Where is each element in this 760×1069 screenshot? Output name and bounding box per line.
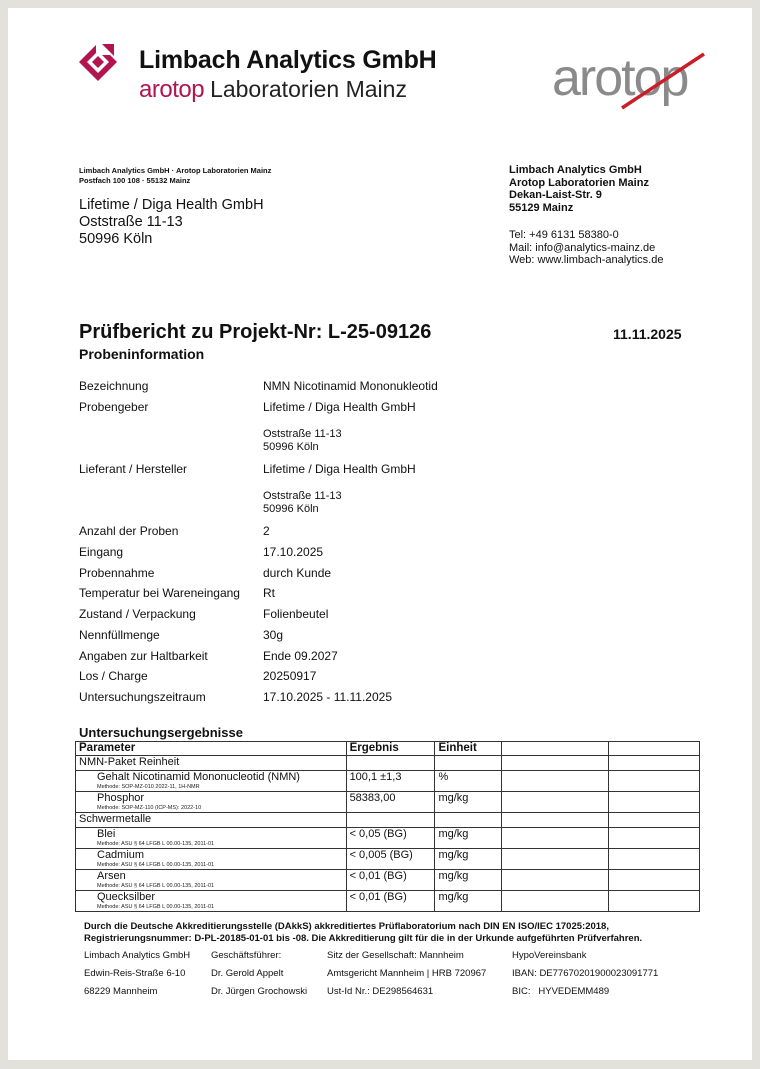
table-group-row <box>76 756 700 771</box>
parameter-method: Methode: ASU § 64 LFGB L 00.00-135, 2011-01 <box>97 862 215 868</box>
table-row <box>76 792 700 813</box>
info-label: Temperatur bei Wareneingang <box>79 586 240 600</box>
empty-cell <box>502 792 609 813</box>
info-address <box>263 428 342 454</box>
recipient-address <box>79 197 264 248</box>
lab-name-1: Limbach Analytics GmbH <box>509 164 642 176</box>
parameter-name: Gehalt Nicotinamid Mononucleotid (NMN) <box>97 771 300 783</box>
sender-line-1: Limbach Analytics GmbH · Arotop Laboratorien Mainz <box>79 166 272 175</box>
accreditation-note <box>84 921 642 944</box>
info-address <box>263 490 342 516</box>
info-label: Angaben zur Haltbarkeit <box>79 649 208 663</box>
report-title: Prüfbericht zu Projekt-Nr: L-25-09126 <box>79 321 432 343</box>
result-value: < 0,05 (BG) <box>346 828 435 849</box>
result-unit: % <box>435 771 502 792</box>
parameter-method: Methode: ASU § 64 LFGB L 00.00-135, 2011-01 <box>97 841 215 847</box>
lab-tel: Tel: +49 6131 58380-0 <box>509 229 619 241</box>
table-row <box>76 870 700 891</box>
sender-line-2: Postfach 100 108 · 55132 Mainz <box>79 176 191 185</box>
footer-bank: HypoVereinsbank <box>512 950 587 961</box>
empty-cell <box>435 813 502 828</box>
lab-name-2: Arotop Laboratorien Mainz <box>509 176 649 189</box>
empty-cell <box>609 870 700 891</box>
report-page <box>8 8 752 1060</box>
info-label: Untersuchungszeitraum <box>79 690 206 704</box>
empty-cell <box>502 849 609 870</box>
footer-bic: BIC: HYVEDEMM489 <box>512 986 610 997</box>
limbach-logo-icon <box>78 42 118 82</box>
parameter-cell <box>76 771 347 792</box>
empty-cell <box>502 813 609 828</box>
info-value: durch Kunde <box>263 566 332 580</box>
empty-cell <box>609 771 700 792</box>
subtitle-text: Laboratorien Mainz <box>210 76 407 102</box>
empty-cell <box>502 891 609 912</box>
empty-cell <box>609 849 700 870</box>
result-value: < 0,01 (BG) <box>346 891 435 912</box>
lab-street: Dekan-Laist-Str. 9 <box>509 189 602 201</box>
parameter-cell <box>76 828 347 849</box>
info-value: 2 <box>263 524 270 538</box>
parameter-name: Blei <box>97 828 116 840</box>
sender-line <box>79 166 271 186</box>
column-header-einheit: Einheit <box>435 742 502 756</box>
parameter-method: Methode: ASU § 64 LFGB L 00.00-135, 2011-01 <box>97 904 215 910</box>
footer-company-city: 68229 Mannheim <box>84 986 158 997</box>
footer-iban: IBAN: DE77670201900023091771 <box>512 968 659 979</box>
footer-company-street: Edwin-Reis-Straße 6-10 <box>84 968 186 979</box>
empty-cell <box>609 891 700 912</box>
report-date: 11.11.2025 <box>613 326 682 342</box>
recipient-name: Lifetime / Diga Health GmbH <box>79 197 264 213</box>
empty-cell <box>609 756 700 771</box>
result-value: < 0,01 (BG) <box>346 870 435 891</box>
empty-cell <box>502 771 609 792</box>
empty-cell <box>609 813 700 828</box>
column-header-ergebnis: Ergebnis <box>346 742 435 756</box>
footer-manager-1: Dr. Gerold Appelt <box>211 968 284 979</box>
footer-court: Amtsgericht Mannheim | HRB 720967 <box>327 968 487 979</box>
parameter-method: Methode: SOP-MZ-010 2022-11, 1H-NMR <box>97 784 200 790</box>
result-unit: mg/kg <box>435 828 502 849</box>
lab-contact <box>509 229 663 267</box>
parameter-name: Phosphor <box>97 792 145 804</box>
company-name: Limbach Analytics GmbH <box>139 46 437 74</box>
info-value: Lifetime / Diga Health GmbH <box>263 462 416 476</box>
arotop-slash-icon <box>618 52 708 110</box>
info-value: NMN Nicotinamid Mononukleotid <box>263 379 438 393</box>
result-unit: mg/kg <box>435 849 502 870</box>
table-row <box>76 828 700 849</box>
info-label: Probennahme <box>79 566 155 580</box>
footer-management-label: Geschäftsführer: <box>211 950 282 961</box>
footer-company-name: Limbach Analytics GmbH <box>84 950 191 961</box>
info-value: Folienbeutel <box>263 607 329 621</box>
parameter-method: Methode: SOP-MZ-110 (ICP-MS): 2022-10 <box>97 805 202 811</box>
info-value: Ende 09.2027 <box>263 649 338 663</box>
lab-address <box>509 164 649 214</box>
empty-cell <box>346 756 435 771</box>
group-label: NMN-Paket Reinheit <box>76 756 347 771</box>
info-address-city: 50996 Köln <box>263 503 319 515</box>
arotop-wordmark-large: arotop <box>552 49 688 107</box>
recipient-city: 50996 Köln <box>79 231 153 247</box>
parameter-name: Quecksilber <box>97 891 156 903</box>
info-label: Los / Charge <box>79 669 148 683</box>
table-row <box>76 891 700 912</box>
recipient-street: Oststraße 11-13 <box>79 214 183 230</box>
parameter-cell <box>76 870 347 891</box>
table-group-row <box>76 813 700 828</box>
parameter-name: Arsen <box>97 870 126 882</box>
parameter-cell <box>76 792 347 813</box>
info-label: Eingang <box>79 545 124 559</box>
info-value: Lifetime / Diga Health GmbH <box>263 400 416 414</box>
info-address-street: Oststraße 11-13 <box>263 428 342 440</box>
table-row <box>76 771 700 792</box>
info-value: 20250917 <box>263 669 317 683</box>
info-value: 17.10.2025 <box>263 545 324 559</box>
arotop-wordmark-small: arotop <box>139 76 205 103</box>
lab-web: Web: www.limbach-analytics.de <box>509 254 664 266</box>
info-value: 30g <box>263 628 284 642</box>
lab-mail: Mail: info@analytics-mainz.de <box>509 241 656 254</box>
parameter-method: Methode: ASU § 64 LFGB L 00.00-135, 2011-01 <box>97 883 215 889</box>
info-label: Lieferant / Hersteller <box>79 462 188 476</box>
empty-cell <box>435 756 502 771</box>
info-label: Zustand / Verpackung <box>79 607 196 621</box>
empty-header-cell <box>609 742 700 756</box>
info-label: Nennfüllmenge <box>79 628 160 642</box>
table-row <box>76 849 700 870</box>
lab-city: 55129 Mainz <box>509 201 574 214</box>
footer-manager-2: Dr. Jürgen Grochowski <box>211 986 308 997</box>
empty-cell <box>502 828 609 849</box>
results-table <box>75 741 700 912</box>
empty-cell <box>346 813 435 828</box>
empty-header-cell <box>502 742 609 756</box>
footer-seat: Sitz der Gesellschaft: Mannheim <box>327 950 464 961</box>
info-label: Anzahl der Proben <box>79 524 179 538</box>
result-value: 58383,00 <box>346 792 435 813</box>
empty-cell <box>502 870 609 891</box>
result-unit: mg/kg <box>435 792 502 813</box>
section-heading-probeninformation: Probeninformation <box>79 346 205 362</box>
group-label: Schwermetalle <box>76 813 347 828</box>
column-header-parameter: Parameter <box>76 742 347 756</box>
result-unit: mg/kg <box>435 870 502 891</box>
empty-cell <box>609 828 700 849</box>
table-header-row <box>76 742 700 756</box>
info-address-street: Oststraße 11-13 <box>263 490 342 502</box>
empty-cell <box>502 756 609 771</box>
parameter-name: Cadmium <box>97 849 145 861</box>
accreditation-line-1: Durch die Deutsche Akkreditierungsstelle (DAkkS) akkreditiertes Prüflaboratorium nach DIN EN ISO/IEC 17025:2018, <box>84 921 609 932</box>
info-label: Bezeichnung <box>79 379 149 393</box>
result-unit: mg/kg <box>435 891 502 912</box>
info-value: Rt <box>263 586 275 600</box>
section-heading-results: Untersuchungsergebnisse <box>79 725 243 740</box>
footer-vat-id: Ust-Id Nr.: DE298564631 <box>327 986 434 997</box>
result-value: 100,1 ±1,3 <box>346 771 435 792</box>
company-subtitle <box>139 76 407 104</box>
parameter-cell <box>76 891 347 912</box>
empty-cell <box>609 792 700 813</box>
info-address-city: 50996 Köln <box>263 441 319 453</box>
info-label: Probengeber <box>79 400 149 414</box>
result-value: < 0,005 (BG) <box>346 849 435 870</box>
parameter-cell <box>76 849 347 870</box>
info-value: 17.10.2025 - 11.11.2025 <box>263 690 392 704</box>
accreditation-line-2: Registrierungsnummer: D-PL-20185-01-01 bis -08. Die Akkreditierung gilt für die in der Urkunde aufgeführten Prüfverfahren. <box>84 932 643 944</box>
